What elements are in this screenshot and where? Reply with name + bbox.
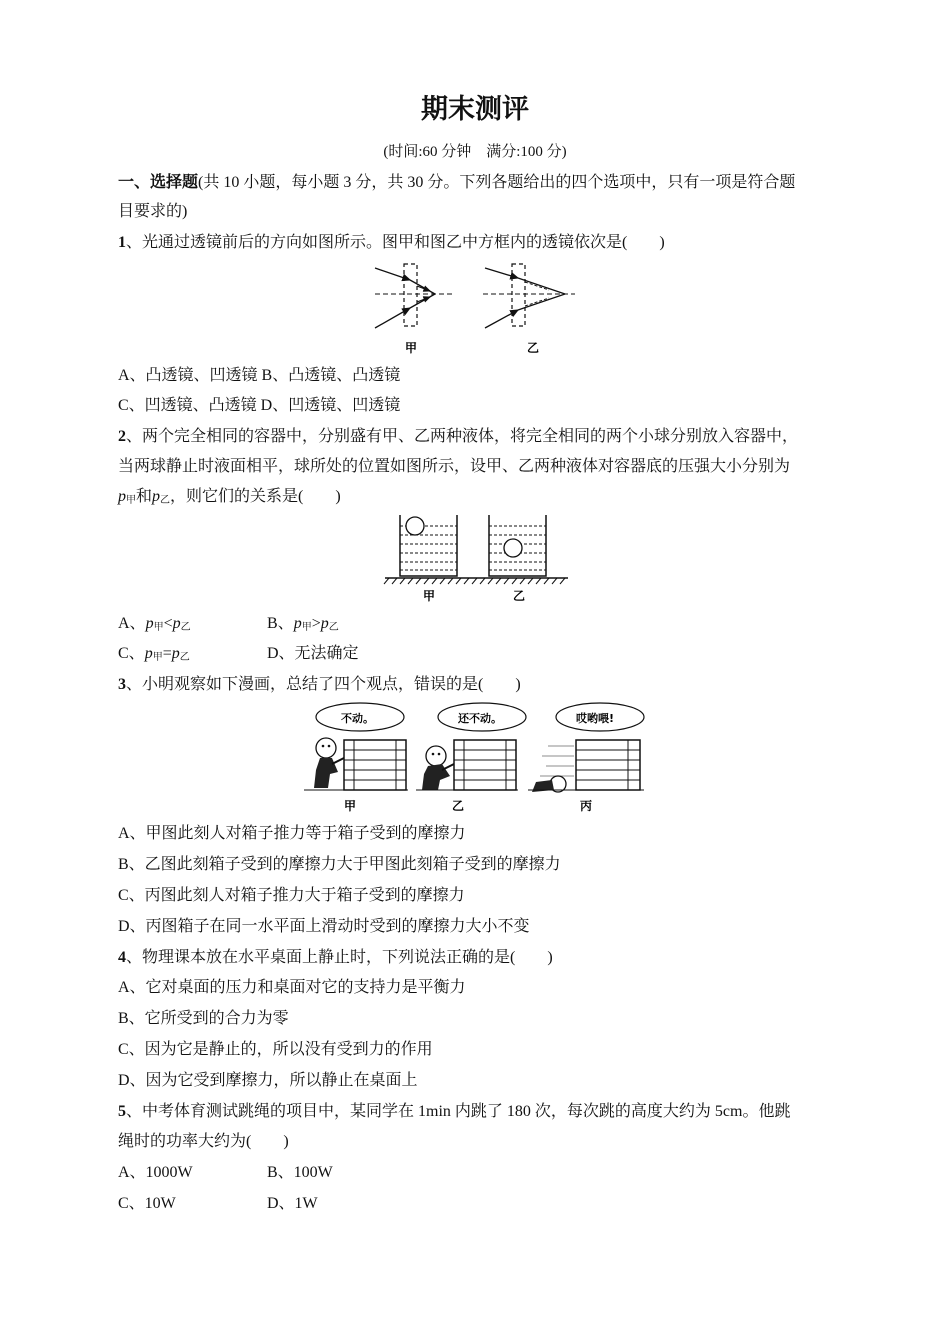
question-2-option-b: B、$p_甲>p_乙$ <box>267 615 339 633</box>
question-3-option-b: B、乙图此刻箱子受到的摩擦力大于甲图此刻箱子受到的摩擦力 <box>118 856 561 873</box>
question-5-stem-line1: 5、中考体育测试跳绳的项目中，某同学在 1min 内跳了 180 次，每次跳的高度大约为 5cm。他跳 <box>118 1103 791 1120</box>
question-1-stem: 1、光通过透镜前后的方向如图所示。图甲和图乙中方框内的透镜依次是( ) <box>118 234 665 251</box>
question-3-cartoon-figure <box>304 700 650 818</box>
question-5-option-d: D、1W <box>267 1195 318 1212</box>
question-5-stem-line2: 绳时的功率大约为( ) <box>118 1133 289 1150</box>
question-2-stem-line1: 2、两个完全相同的容器中，分别盛有甲、乙两种液体，将完全相同的两个小球分别放入容器中， <box>118 428 799 445</box>
question-5-option-b: B、100W <box>267 1164 333 1181</box>
figure-label-yi: 乙 <box>527 341 540 355</box>
question-3-stem: 3、小明观察如下漫画，总结了四个观点，错误的是( ) <box>118 676 521 693</box>
question-2-stem-line2: 当两球静止时液面相平，球所处的位置如图所示，设甲、乙两种液体对容器底的压强大小分别为 <box>118 458 791 475</box>
question-4-option-d: D、因为它受到摩擦力，所以静止在桌面上 <box>118 1072 418 1089</box>
question-1-option-ab: A、凸透镜、凹透镜 B、凸透镜、凸透镜 <box>118 367 401 384</box>
page-subtitle: (时间:60 分钟 满分:100 分) <box>383 144 567 160</box>
page-title: 期末测评 <box>421 94 529 125</box>
question-4-option-c: C、因为它是静止的，所以没有受到力的作用 <box>118 1041 433 1058</box>
question-3-option-a: A、甲图此刻人对箱子推力等于箱子受到的摩擦力 <box>118 825 466 842</box>
question-2-option-d: D、无法确定 <box>267 645 359 662</box>
question-1-option-cd: C、凹透镜、凸透镜 D、凹透镜、凹透镜 <box>118 397 401 414</box>
question-3-option-d: D、丙图箱子在同一水平面上滑动时受到的摩擦力大小不变 <box>118 918 530 935</box>
figure-label-yi: 乙 <box>513 589 526 603</box>
question-5-option-a: A、1000W <box>118 1164 193 1181</box>
question-2-stem-line3: $p_甲$和$p_乙$，则它们的关系是( ) <box>118 488 341 506</box>
section-intro-line1: 一、选择题(共 10 小题，每小题 3 分，共 30 分。下列各题给出的四个选项中，只有一项是符合题 <box>118 174 796 191</box>
figure-label-jia: 甲 <box>405 341 418 355</box>
speech-bubble-2: 还不动。 <box>458 712 502 725</box>
question-4-option-a: A、它对桌面的压力和桌面对它的支持力是平衡力 <box>118 979 466 996</box>
question-1-lens-figure <box>365 258 585 358</box>
question-3-option-c: C、丙图此刻人对箱子推力大于箱子受到的摩擦力 <box>118 887 465 904</box>
question-2-option-a: A、$p_甲<p_乙$ <box>118 615 191 633</box>
speech-bubble-3: 哎哟喂! <box>576 712 615 725</box>
question-2-container-figure <box>383 512 573 604</box>
section-intro-line2: 目要求的) <box>118 203 188 220</box>
question-4-stem: 4、物理课本放在水平桌面上静止时，下列说法正确的是( ) <box>118 949 553 966</box>
figure-label-jia: 甲 <box>344 799 357 813</box>
figure-label-yi: 乙 <box>452 799 465 813</box>
question-5-option-c: C、10W <box>118 1195 176 1212</box>
question-4-option-b: B、它所受到的合力为零 <box>118 1010 289 1027</box>
figure-label-jia: 甲 <box>423 589 436 603</box>
speech-bubble-1: 不动。 <box>341 712 374 725</box>
question-2-option-c: C、$p_甲=p_乙$ <box>118 645 190 663</box>
section-heading: 一、选择题 <box>118 174 199 191</box>
figure-label-bing: 丙 <box>580 799 593 813</box>
